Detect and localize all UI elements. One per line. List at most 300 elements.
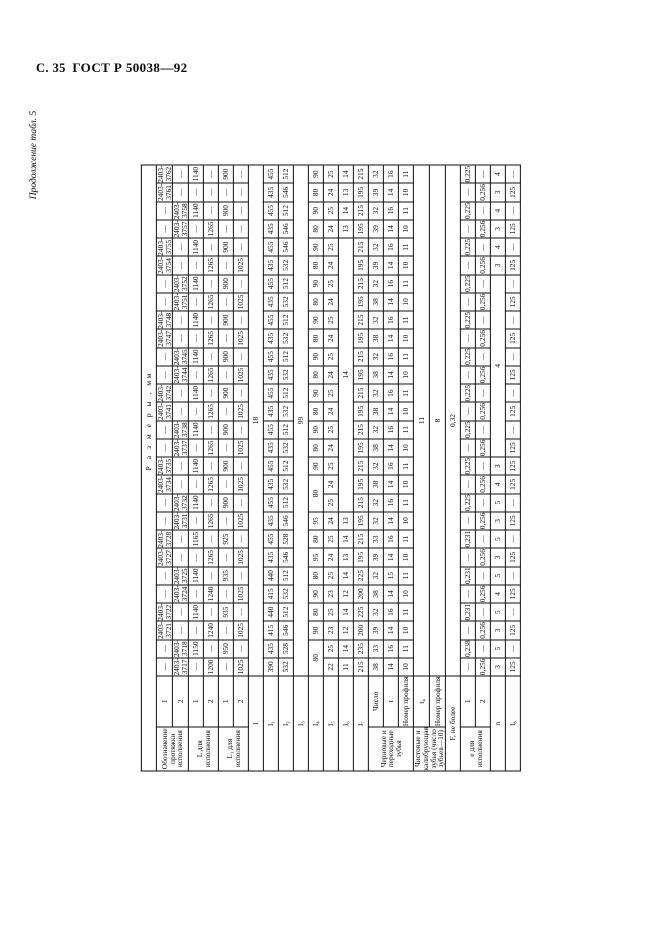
- L1-exec-1-cell: —: [218, 365, 233, 383]
- L-exec-1-cell: —: [188, 548, 203, 566]
- row-l5-cell: 24: [323, 329, 338, 347]
- group-rough-teeth-label: Черновые и переходные зубья: [368, 726, 413, 770]
- standard-number: ГОСТ Р 50038—92: [72, 60, 188, 75]
- row-l8-cell: —: [505, 639, 520, 657]
- row-l2-cell: 532: [278, 256, 293, 274]
- row-l8-cell: 125: [505, 475, 520, 493]
- row-l1-cell: 455: [263, 457, 278, 475]
- L-exec-2-cell: —: [203, 274, 218, 292]
- e-exec-2-cell: —: [475, 311, 490, 329]
- row-l4-cell: 80: [308, 566, 323, 584]
- designation-1-cell: —: [156, 438, 172, 456]
- e-exec-1-cell: 0,225: [460, 493, 475, 511]
- row-n-label: n: [490, 676, 505, 771]
- designation-2-cell: —: [172, 183, 188, 201]
- L-exec-2-cell: —: [203, 238, 218, 256]
- row-l5-cell: 25: [323, 493, 338, 511]
- row-l5-cell: 25: [323, 457, 338, 475]
- L-exec-1-cell: —: [188, 402, 203, 420]
- designation-1-cell: 2403-3762: [155, 165, 172, 183]
- row-l7-cell: 195: [353, 402, 368, 420]
- row-l-value: 18: [248, 165, 263, 676]
- e-exec-1-cell: —: [460, 219, 475, 237]
- row-l1-cell: 435: [263, 548, 278, 566]
- designation-2-cell: —: [172, 603, 188, 621]
- e-exec-1-cell: —: [460, 438, 475, 456]
- designation-2-cell: 2403-3757: [171, 219, 189, 238]
- row-l4: [308, 165, 323, 771]
- row-l8-cell: —: [505, 201, 520, 219]
- row-l4-cell: 80: [308, 329, 323, 347]
- row-n-cell: 3: [490, 657, 505, 675]
- row-l2-cell: 532: [278, 292, 293, 310]
- L1-exec-1-cell: —: [218, 402, 233, 420]
- row-l7-cell: 195: [353, 365, 368, 383]
- designation-1-cell: —: [156, 347, 172, 365]
- row-l5-cell: 25: [323, 603, 338, 621]
- row-l5-cell: 24: [323, 511, 338, 529]
- row-l1-cell: 455: [263, 530, 278, 548]
- L1-exec-2-cell: —: [233, 530, 248, 548]
- row-l8-cell: —: [505, 311, 520, 329]
- e-exec-1-cell: 0,225: [460, 238, 475, 256]
- L-exec-1-cell: —: [188, 256, 203, 274]
- rough-profile-no-cell: 10: [398, 475, 413, 493]
- designation-1-cell: —: [156, 219, 172, 237]
- row-l7-cell: 195: [353, 548, 368, 566]
- L1-exec-2-cell: —: [233, 165, 248, 183]
- L1-exec-1-cell: —: [218, 292, 233, 310]
- rough-t-cell: 14: [383, 292, 398, 310]
- L1-exec-2-cell: —: [233, 420, 248, 438]
- rough-count-cell: 32: [368, 457, 383, 475]
- designation-2-cell: —: [172, 548, 188, 566]
- rough-profile-no-cell: 10: [398, 621, 413, 639]
- designation-1-cell: 2403-3747: [155, 329, 172, 347]
- rough-t-cell: 14: [383, 548, 398, 566]
- row-l4-cell: 80: [308, 292, 323, 310]
- L-exec-2-cell: 1240: [203, 621, 218, 639]
- L-exec-1-cell: —: [188, 365, 203, 383]
- row-l7-cell: 195: [353, 475, 368, 493]
- L-exec-1-cell: 1140: [188, 238, 203, 256]
- designation-2-cell: —: [172, 457, 188, 475]
- row-l5-cell: 25: [323, 165, 338, 183]
- row-l7-cell: 215: [353, 420, 368, 438]
- rough-profile-no-cell: 11: [398, 566, 413, 584]
- L-exec-2-cell: 1265: [203, 548, 218, 566]
- row-l7-cell: 195: [353, 183, 368, 201]
- designation-1-cell: 2403-3748: [155, 311, 172, 329]
- e-exec-1-cell: 0,238: [460, 639, 475, 657]
- designation-2-cell: 2403-3731: [171, 511, 189, 530]
- L-exec-2-cell: 1265: [203, 511, 218, 529]
- row-l8: [505, 165, 520, 771]
- L-exec-1-cell: —: [188, 511, 203, 529]
- L-exec-1-cell: 1165: [188, 530, 203, 548]
- row-l8-cell: 125: [505, 621, 520, 639]
- L1-exec-1-cell: 900: [218, 457, 233, 475]
- row-l2-cell: 512: [278, 384, 293, 402]
- L1-exec-1-cell: —: [218, 438, 233, 456]
- row-l: [248, 165, 263, 771]
- row-l1-cell: 435: [263, 256, 278, 274]
- L-exec-1-cell: 1140: [188, 165, 203, 183]
- L-exec-2-cell: —: [203, 457, 218, 475]
- L-exec-1-cell: —: [188, 584, 203, 602]
- rough-count-cell: 32: [368, 493, 383, 511]
- L-exec-2-label: 2: [203, 676, 218, 727]
- row-l6-cell: 14: [338, 639, 353, 657]
- rough-count-cell: 38: [368, 402, 383, 420]
- row-l8-cell: 125: [505, 511, 520, 529]
- L-exec-1-cell: 1140: [188, 311, 203, 329]
- L-exec-2-cell: 1265: [203, 219, 218, 237]
- row-l4-cell: 90: [308, 311, 323, 329]
- row-n-cell: 5: [490, 530, 505, 548]
- designation-2-cell: 2403-3718: [171, 639, 189, 657]
- row-l7-cell: 200: [353, 621, 368, 639]
- L-exec-2-cell: —: [203, 311, 218, 329]
- row-l4-cell: 80: [308, 530, 323, 548]
- row-l7-cell: 195: [353, 329, 368, 347]
- row-l7: [353, 165, 368, 771]
- designation-1-cell: 2403-3721: [155, 621, 172, 639]
- L1-exec-2-cell: 1025: [233, 657, 248, 675]
- row-l5-cell: 25: [323, 238, 338, 256]
- row-l8-cell: —: [505, 566, 520, 584]
- e-exec-1-cell: —: [460, 621, 475, 639]
- group-designation-row: [172, 165, 188, 771]
- page-header: [36, 60, 188, 76]
- designation-2-cell: 2403-3758: [171, 201, 189, 219]
- e-exec-1-cell: 0,225: [460, 165, 475, 183]
- L1-exec-1-cell: —: [218, 621, 233, 639]
- row-l4-cell: 80: [308, 219, 323, 237]
- L1-exec-1-cell: —: [218, 256, 233, 274]
- row-l8-cell: —: [505, 347, 520, 365]
- row-l7-cell: 195: [353, 292, 368, 310]
- L-exec-1-cell: 1150: [188, 639, 203, 657]
- row-n-cell: 5: [490, 639, 505, 657]
- row-l1-cell: 455: [263, 420, 278, 438]
- L1-exec-2-cell: —: [233, 201, 248, 219]
- rough-count-cell: 32: [368, 603, 383, 621]
- row-l1: [263, 165, 278, 771]
- e-exec-1-cell: —: [460, 548, 475, 566]
- row-l8-cell: 125: [505, 457, 520, 475]
- group-L1-row: [218, 165, 233, 771]
- row-l7-cell: 215: [353, 530, 368, 548]
- row-l6-cell: 14: [338, 165, 353, 183]
- L1-exec-1-cell: 900: [218, 165, 233, 183]
- row-l2-cell: 512: [278, 603, 293, 621]
- e-exec-2-cell: —: [475, 530, 490, 548]
- row-l1-cell: 455: [263, 201, 278, 219]
- rotated-table-wrapper: [140, 164, 520, 771]
- row-n: [490, 165, 505, 771]
- row-l4-cell: 90: [308, 165, 323, 183]
- designation-1-cell: —: [156, 493, 172, 511]
- row-l1-cell: 435: [263, 329, 278, 347]
- row-l6-cell: 12: [338, 621, 353, 639]
- L-exec-1-cell: 1140: [188, 603, 203, 621]
- rough-profile-no-cell: 11: [398, 420, 413, 438]
- e-exec-2-cell: —: [475, 603, 490, 621]
- L-exec-2-cell: —: [203, 566, 218, 584]
- L-exec-2-cell: 1265: [203, 475, 218, 493]
- rough-t-cell: 14: [383, 219, 398, 237]
- row-l2-cell: 532: [278, 438, 293, 456]
- designation-2-cell: 2403-3745: [171, 347, 189, 365]
- row-l4-cell: 90: [308, 274, 323, 292]
- row-l1-cell: 435: [263, 183, 278, 201]
- banner-spacer: [141, 676, 156, 771]
- row-l8-cell: —: [505, 530, 520, 548]
- L-exec-2-cell: 1265: [203, 256, 218, 274]
- rough-t-cell: 14: [383, 183, 398, 201]
- row-n-cell: 4: [490, 475, 505, 493]
- designation-1-cell: —: [156, 566, 172, 584]
- row-l7-cell: 200: [353, 584, 368, 602]
- row-l8-cell: 125: [505, 183, 520, 201]
- row-l2-cell: 532: [278, 657, 293, 675]
- row-l1-cell: 455: [263, 274, 278, 292]
- L1-exec-2-cell: 1025: [233, 402, 248, 420]
- group-L-label: L для исполнения: [188, 726, 218, 770]
- designation-1-cell: 2403-3727: [155, 548, 172, 566]
- row-n-cell: 4: [490, 274, 505, 457]
- L-exec-2-cell: —: [203, 639, 218, 657]
- row-n-cell: 3: [490, 219, 505, 237]
- row-l4-cell: 80: [308, 365, 323, 383]
- designation-2-cell: —: [172, 311, 188, 329]
- row-n-cell: 3: [490, 511, 505, 529]
- L1-exec-1-cell: —: [218, 329, 233, 347]
- rough-profile-no-cell: 10: [398, 511, 413, 529]
- row-l7-cell: 225: [353, 566, 368, 584]
- row-l6: [338, 165, 353, 771]
- L-exec-1-cell: —: [188, 219, 203, 237]
- L1-exec-2-cell: 1025: [233, 621, 248, 639]
- rough-count-cell: 38: [368, 475, 383, 493]
- L1-exec-2-cell: —: [233, 274, 248, 292]
- row-l6-cell: 14: [338, 530, 353, 548]
- rough-count-cell: 32: [368, 201, 383, 219]
- row-l5-cell: 25: [323, 347, 338, 365]
- row-F-value: 0,32: [445, 165, 460, 676]
- e-exec-1-cell: —: [460, 584, 475, 602]
- designation-1-cell: 2403-3722: [155, 603, 172, 621]
- row-l5-cell: 24: [323, 438, 338, 456]
- row-l2-cell: 512: [278, 311, 293, 329]
- L-exec-2-cell: —: [203, 530, 218, 548]
- L1-exec-1-label: 1: [218, 676, 233, 727]
- designation-1-cell: —: [156, 511, 172, 529]
- row-l8-cell: —: [505, 603, 520, 621]
- row-l6-cell: 13: [338, 219, 353, 237]
- row-l1-cell: 435: [263, 511, 278, 529]
- designation-2-cell: 2403-3752: [171, 274, 189, 292]
- L1-exec-1-cell: 900: [218, 274, 233, 292]
- row-l5-cell: 24: [323, 256, 338, 274]
- e-exec-2-label: 2: [475, 676, 490, 727]
- row-l1-cell: 455: [263, 238, 278, 256]
- L-exec-1-cell: 1140: [188, 493, 203, 511]
- L-exec-2-cell: —: [203, 420, 218, 438]
- L1-exec-1-cell: —: [218, 584, 233, 602]
- row-l6-cell: 14: [338, 566, 353, 584]
- row-n-cell: 3: [490, 621, 505, 639]
- rough-profile-no-cell: 10: [398, 548, 413, 566]
- rough-count-cell: 39: [368, 183, 383, 201]
- row-l5-cell: 25: [323, 639, 338, 657]
- row-l2-cell: 512: [278, 493, 293, 511]
- row-l2-cell: 512: [278, 347, 293, 365]
- row-l1-cell: 455: [263, 311, 278, 329]
- designation-1-cell: —: [156, 584, 172, 602]
- row-l3: [293, 165, 308, 771]
- designation-2-cell: —: [172, 256, 188, 274]
- e-exec-2-cell: —: [475, 384, 490, 402]
- group-L-row: [188, 165, 203, 771]
- L-exec-2-cell: 1265: [203, 292, 218, 310]
- table-head: [141, 165, 156, 771]
- row-n-cell: 5: [490, 493, 505, 511]
- designation-1-cell: 2403-3741: [155, 402, 172, 420]
- L1-exec-2-cell: —: [233, 603, 248, 621]
- row-l4-cell: 90: [308, 420, 323, 438]
- row-n-cell: 4: [490, 584, 505, 602]
- rough-profile-no-cell: 10: [398, 657, 413, 675]
- rough-t-cell: 16: [383, 530, 398, 548]
- L-exec-1-cell: —: [188, 621, 203, 639]
- L1-exec-2-cell: 1025: [233, 256, 248, 274]
- row-l2-cell: 546: [278, 238, 293, 256]
- designation-2-cell: —: [172, 530, 188, 548]
- rough-t-cell: 16: [383, 201, 398, 219]
- row-l8-cell: 125: [505, 584, 520, 602]
- L1-exec-2-cell: 1025: [233, 511, 248, 529]
- L1-exec-1-cell: 900: [218, 238, 233, 256]
- rough-count-cell: 32: [368, 311, 383, 329]
- row-n-cell: 5: [490, 566, 505, 584]
- row-l1-cell: 440: [263, 566, 278, 584]
- designation-1-cell: 2403-3742: [155, 384, 172, 402]
- row-l8-cell: 125: [505, 548, 520, 566]
- row-l1-cell: 455: [263, 165, 278, 183]
- designation-1-cell: 2403-3735: [155, 457, 172, 475]
- e-exec-2-cell: —: [475, 201, 490, 219]
- row-l7-cell: 215: [353, 347, 368, 365]
- rough-count-cell: 32: [368, 566, 383, 584]
- designation-1-cell: —: [156, 365, 172, 383]
- row-l4-cell: 90: [308, 584, 323, 602]
- row-l8-cell: —: [505, 384, 520, 402]
- row-l7-cell: 195: [353, 219, 368, 237]
- rough-t-cell: 16: [383, 347, 398, 365]
- rough-profile-no-cell: 11: [398, 639, 413, 657]
- L-exec-1-label: 1: [188, 676, 203, 727]
- rough-count-cell: 38: [368, 584, 383, 602]
- row-l5-cell: 24: [323, 475, 338, 493]
- rough-count-cell: 32: [368, 274, 383, 292]
- rough-count-cell: 33: [368, 639, 383, 657]
- L1-exec-2-cell: —: [233, 219, 248, 237]
- row-l4-cell: 80: [308, 603, 323, 621]
- row-l8-cell: 125: [505, 329, 520, 347]
- e-exec-1-cell: —: [460, 657, 475, 675]
- designation-2-cell: —: [172, 621, 188, 639]
- e-exec-1-cell: 0,225: [460, 311, 475, 329]
- designation-1-cell: —: [156, 639, 172, 657]
- row-l4-cell: 80: [308, 639, 323, 676]
- designation-2-cell: —: [172, 384, 188, 402]
- row-l8-cell: 125: [505, 219, 520, 237]
- row-l1-cell: 415: [263, 621, 278, 639]
- row-l5-cell: 24: [323, 183, 338, 201]
- group-finish-teeth-row: [429, 165, 445, 771]
- e-exec-1-label: 1: [460, 676, 475, 727]
- rough-count-cell: 39: [368, 621, 383, 639]
- L1-exec-1-cell: —: [218, 657, 233, 675]
- designation-2-cell: —: [172, 165, 188, 183]
- row-l5-cell: 25: [323, 530, 338, 548]
- designation-2-cell: 2403-3732: [171, 493, 189, 511]
- L1-exec-1-cell: 900: [218, 384, 233, 402]
- e-exec-1-cell: 0,231: [460, 603, 475, 621]
- rough-t-cell: 16: [383, 311, 398, 329]
- row-l8-cell: —: [505, 493, 520, 511]
- designation-1-cell: —: [156, 657, 172, 675]
- rough-count-cell: 32: [368, 384, 383, 402]
- rough-profile-no-cell: 11: [398, 201, 413, 219]
- rough-profile-no-cell: 11: [398, 603, 413, 621]
- rough-count-cell: 33: [368, 530, 383, 548]
- row-l-label: l: [248, 676, 263, 771]
- row-l1-cell: 435: [263, 292, 278, 310]
- row-l2-cell: 512: [278, 566, 293, 584]
- row-l5-cell: 25: [323, 384, 338, 402]
- designation-2-cell: 2403-3737: [171, 438, 189, 457]
- rough-t-cell: 14: [383, 657, 398, 675]
- e-exec-2-cell: —: [475, 457, 490, 475]
- designation-1-cell: —: [156, 201, 172, 219]
- row-l2-cell: 546: [278, 621, 293, 639]
- rough-profile-no-label: Номер профиля: [398, 676, 413, 727]
- row-l4-label: l₄: [308, 676, 323, 771]
- group-designation-row: [156, 165, 172, 771]
- group-e-label: e для исполнения: [460, 726, 490, 770]
- row-n-cell: 5: [490, 603, 505, 621]
- specification-table: [140, 164, 520, 771]
- e-exec-2-cell: —: [475, 274, 490, 292]
- L-exec-2-cell: 1200: [203, 657, 218, 675]
- rough-count-cell: 38: [368, 365, 383, 383]
- L1-exec-2-cell: —: [233, 457, 248, 475]
- e-exec-1-cell: 0,231: [460, 566, 475, 584]
- row-l2-cell: 512: [278, 420, 293, 438]
- L-exec-1-cell: —: [188, 657, 203, 675]
- row-l1-cell: 435: [263, 219, 278, 237]
- L-exec-1-cell: 1140: [188, 566, 203, 584]
- e-exec-2-cell: 0,256: [475, 475, 490, 493]
- row-l3-label: l₃: [293, 676, 308, 771]
- L-exec-2-cell: 1265: [203, 438, 218, 456]
- row-l5-cell: 25: [323, 420, 338, 438]
- group-e-row: [475, 165, 490, 771]
- L-exec-1-cell: 1140: [188, 274, 203, 292]
